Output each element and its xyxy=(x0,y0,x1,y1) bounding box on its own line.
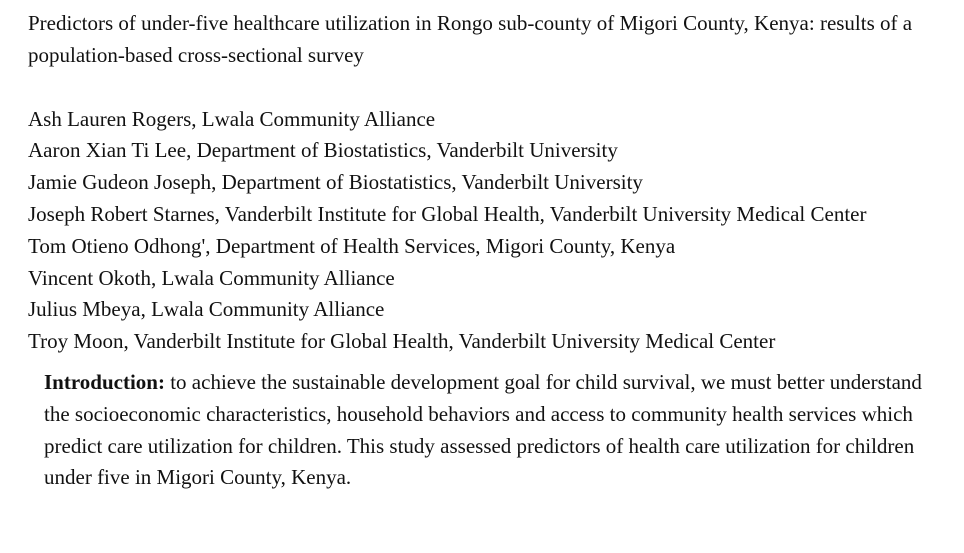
author-affiliation: Troy Moon, Vanderbilt Institute for Global Health, Vanderbilt University Medical Center xyxy=(28,329,776,354)
abstract-section-text: to achieve the sustainable development goal for child survival, we must better understand the socioeconomic characteristics, household behaviors and access to community health services which predict care utilization for children. This study assessed predictors of health care utilization for children under five in Migori County, Kenya. xyxy=(44,369,922,490)
abstract-section-label: Introduction: xyxy=(44,369,165,394)
author-affiliation: Ash Lauren Rogers, Lwala Community Alliance xyxy=(28,106,436,131)
abstract-introduction xyxy=(44,367,944,494)
author-affiliation: Jamie Gudeon Joseph, Department of Biostatistics, Vanderbilt University xyxy=(28,170,643,195)
paper-page xyxy=(28,8,938,494)
author-affiliation: Tom Otieno Odhong', Department of Health Services, Migori County, Kenya xyxy=(28,233,676,258)
author-affiliation: Vincent Okoth, Lwala Community Alliance xyxy=(28,265,395,290)
paper-title: Predictors of under-five healthcare utilization in Rongo sub-county of Migori County, Kenya: results of a population-based cross-sectional survey xyxy=(28,11,913,67)
author-affiliation: Aaron Xian Ti Lee, Department of Biostatistics, Vanderbilt University xyxy=(28,138,618,163)
author-affiliation: Joseph Robert Starnes, Vanderbilt Institute for Global Health, Vanderbilt University Medical Center xyxy=(28,201,867,226)
author-list xyxy=(28,104,938,358)
author-affiliation: Julius Mbeya, Lwala Community Alliance xyxy=(28,297,385,322)
